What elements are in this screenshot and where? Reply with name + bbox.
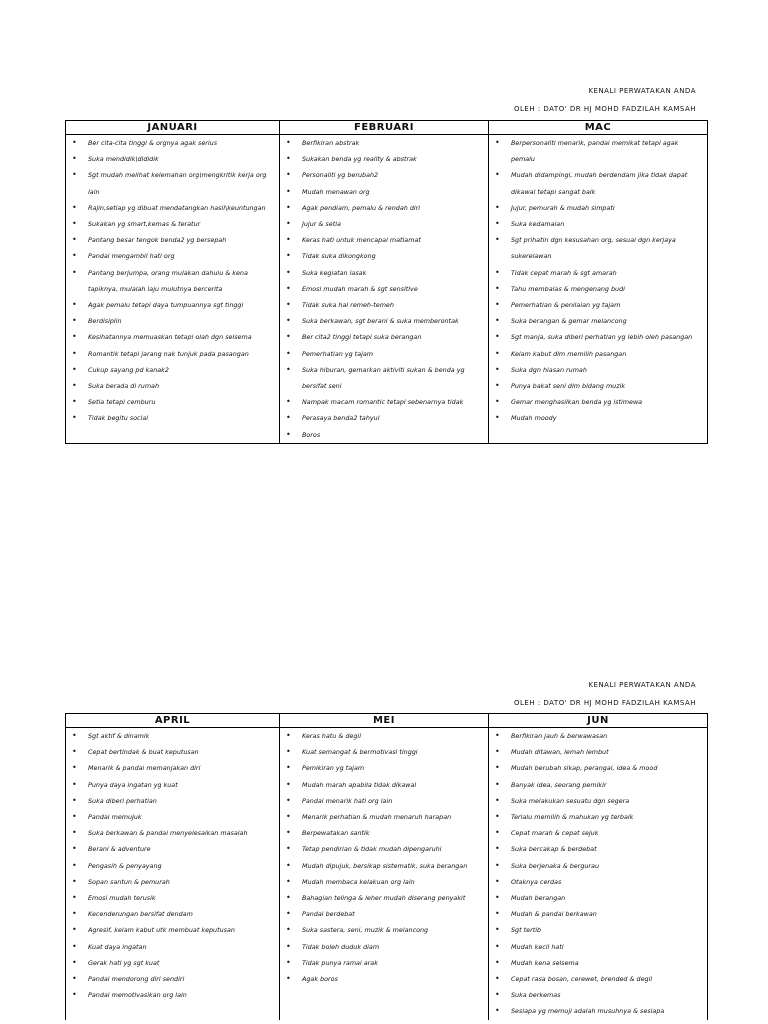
trait-item: • Mudah moody (511, 410, 703, 426)
trait-item: • Gerak hati yg sgt kuat (88, 955, 275, 971)
page2-header-title: KENALI PERWATAKAN ANDA (588, 681, 696, 689)
trait-item: • Kuat semangat & bermotivasi tinggi (302, 744, 484, 760)
trait-item: • Cukup sayang pd kanak2 (88, 362, 275, 378)
trait-item: • Pantang berjumpa, orang mulakan dahulu & kena tapiknya, mulalah laju mulutnya bercerita (88, 265, 275, 297)
trait-item: • Kuat daya ingatan (88, 939, 275, 955)
trait-item: • Mudah menawan org (302, 184, 484, 200)
trait-item: • Pandai mengambil hati org (88, 248, 275, 264)
trait-item: • Banyak idea, seorang pemikir (511, 777, 703, 793)
trait-item: • Menarik & pandai memanjakan diri (88, 760, 275, 776)
trait-item: • Perasaya benda2 tahyul (302, 410, 484, 426)
trait-item: • Suka bercakap & berdebat (511, 841, 703, 857)
trait-item: • Keras hati untuk mencapai matlamat (302, 232, 484, 248)
trait-item: • Punya bakat seni dlm bidang muzik (511, 378, 703, 394)
trait-item: • Berfikiran abstrak (302, 135, 484, 151)
page2-header-author: OLEH : DATO' DR HJ MOHD FADZILAH KAMSAH (514, 699, 696, 707)
trait-item: • Emosi mudah marah & sgt sensitive (302, 281, 484, 297)
trait-item: • Agak boros (302, 971, 484, 987)
trait-item: • Mudah berubah sikap, perangai, idea & mood (511, 760, 703, 776)
trait-item: • Berdisiplin (88, 313, 275, 329)
trait-item: • Sukakan benda yg reality & abstrak (302, 151, 484, 167)
trait-item: • Mudah berangan (511, 890, 703, 906)
trait-item: • Tidak suka hal remeh-temeh (302, 297, 484, 313)
trait-item: • Sukakan yg smart,kemas & teratur (88, 216, 275, 232)
trait-item: • Sopan santun & pemurah (88, 874, 275, 890)
month-header-april: APRIL (66, 714, 280, 728)
trait-item: • Bahagian telinga & leher mudah diserang penyakit (302, 890, 484, 906)
month-header-februari: FEBRUARI (280, 121, 489, 135)
trait-item: • Mudah membaca kelakuan org lain (302, 874, 484, 890)
trait-item: • Suka mendidik\dididik (88, 151, 275, 167)
trait-item: • Cepat marah & cepat sejuk (511, 825, 703, 841)
trait-item: • Nampak macam romantic tetapi sebenarnya tidak (302, 394, 484, 410)
trait-item: • Pengasih & penyayang (88, 858, 275, 874)
trait-item: • Berfikiran jauh & berwawasan (511, 728, 703, 744)
trait-item: • Mudah dipujuk, bersikap sistematik, suka berangan (302, 858, 484, 874)
page1-header-author: OLEH : DATO' DR HJ MOHD FADZILAH KAMSAH (514, 105, 696, 113)
trait-item: • Suka berkawan, sgt berani & suka memberontak (302, 313, 484, 329)
trait-item: • Cepat bertindak & buat keputusan (88, 744, 275, 760)
trait-item: • Pemerhatian & penilaian yg tajam (511, 297, 703, 313)
month-header-jun: JUN (489, 714, 708, 728)
trait-item: • Terlalu memilih & mahukan yg terbaik (511, 809, 703, 825)
trait-item: • Suka melakukan sesuatu dgn segera (511, 793, 703, 809)
trait-item: • Pemerhatian yg tajam (302, 346, 484, 362)
trait-item: • Tidak boleh duduk diam (302, 939, 484, 955)
trait-item: • Kelam kabut dlm memilih pasangan (511, 346, 703, 362)
trait-item: • Personaliti yg berubah2 (302, 167, 484, 183)
trait-item: • Boros (302, 427, 484, 443)
trait-item: • Pandai menarik hati org lain (302, 793, 484, 809)
trait-item: • Romantik tetapi jarang nak tunjuk pada pasangan (88, 346, 275, 362)
trait-item: • Agak pemalu tetapi daya tumpuannya sgt tinggi (88, 297, 275, 313)
trait-item: • Tetap pendirian & tidak mudah dipengaruhi (302, 841, 484, 857)
trait-item: • Kesihatannya memuaskan tetapi olah dgn selsema (88, 329, 275, 345)
trait-item: • Sgt aktif & dinamik (88, 728, 275, 744)
trait-item: • Berpewatakan santik (302, 825, 484, 841)
trait-item: • Pemikiran yg tajam (302, 760, 484, 776)
trait-item: • Jujur & setia (302, 216, 484, 232)
trait-item: • Suka diberi perhatian (88, 793, 275, 809)
trait-item: • Punya daya ingatan yg kuat (88, 777, 275, 793)
trait-item: • Sgt tertib (511, 922, 703, 938)
column-januari (66, 135, 280, 444)
trait-item: • Pandai memujuk (88, 809, 275, 825)
trait-item: • Suka kedamaian (511, 216, 703, 232)
trait-item: • Keras hatu & degil (302, 728, 484, 744)
trait-item: • Ber cita-cita tinggi & orgnya agak serius (88, 135, 275, 151)
trait-item: • Emosi mudah terusik (88, 890, 275, 906)
trait-item: • Mudah kena selsema (511, 955, 703, 971)
column-jun (489, 728, 708, 1020)
trait-item: • Pandai mendorong diri sendiri (88, 971, 275, 987)
trait-item: • Berani & adventure (88, 841, 275, 857)
trait-item: • Tidak suka dikongkong (302, 248, 484, 264)
trait-item: • Suka berkawan & pandai menyelesaikan masalah (88, 825, 275, 841)
trait-item: • Pandai memotivasikan org lain (88, 987, 275, 1003)
trait-item: • Tidak begitu social (88, 410, 275, 426)
trait-item: • Sgt prihatin dgn kesusahan org, sesuai dgn kerjaya sukerelawan (511, 232, 703, 264)
month-header-januari: JANUARI (66, 121, 280, 135)
page1-header-title: KENALI PERWATAKAN ANDA (588, 87, 696, 95)
column-februari (280, 135, 489, 444)
page1-header (514, 88, 696, 124)
trait-item: • Mudah ditawan, lemah lembut (511, 744, 703, 760)
trait-item: • Suka kegiatan lasak (302, 265, 484, 281)
trait-item: • Kecenderungan bersifat dendam (88, 906, 275, 922)
trait-item: • Agresif, kelam kabut utk membuat keputusan (88, 922, 275, 938)
column-mac (489, 135, 708, 444)
trait-item: • Suka berada di rumah (88, 378, 275, 394)
trait-item: • Jujur, pemurah & mudah simpati (511, 200, 703, 216)
page2-table (65, 713, 708, 1020)
trait-item: • Sgt mudah melihat kelemahan org\mengkritik kerja org lain (88, 167, 275, 199)
trait-item: • Mudah & pandai berkawan (511, 906, 703, 922)
trait-item: • Gemar menghasilkan benda yg istimewa (511, 394, 703, 410)
trait-item: • Suka berkemas (511, 987, 703, 1003)
trait-item: • Suka sastera, seni, muzik & melancong (302, 922, 484, 938)
month-header-mei: MEI (280, 714, 489, 728)
trait-item: • Suka berjenaka & bergurau (511, 858, 703, 874)
column-april (66, 728, 280, 1020)
trait-item: • Agak pendiam, pemalu & rendah diri (302, 200, 484, 216)
trait-item: • Tidak punya ramai arak (302, 955, 484, 971)
trait-item: • Pandai berdebat (302, 906, 484, 922)
trait-item: • Cepat rasa bosan, cerewet, brended & degil (511, 971, 703, 987)
trait-item: • Suka dgn hiasan rumah (511, 362, 703, 378)
trait-item: • Setia tetapi cemburu (88, 394, 275, 410)
trait-item: • Tahu membalas & mengenang budi (511, 281, 703, 297)
trait-item: • Suka hiburan, gemarkan aktiviti sukan & benda yg bersifat seni (302, 362, 484, 394)
trait-item: • Sesiapa yg memuji adalah musuhnya & sesiapa (511, 1003, 703, 1019)
trait-item: • Otaknya cerdas (511, 874, 703, 890)
trait-item: • Sgt manja, suka diberi perhatian yg lebih oleh pasangan (511, 329, 703, 345)
trait-item: • Berpersonaliti menarik, pandai memikat tetapi agak pemalu (511, 135, 703, 167)
trait-item: • Tidak cepat marah & sgt amarah (511, 265, 703, 281)
trait-item: • Menarik perhatian & mudah menaruh harapan (302, 809, 484, 825)
trait-item: • Mudah marah apabila tidak dikawal (302, 777, 484, 793)
trait-item: • Ber cita2 tinggi tetapi suka berangan (302, 329, 484, 345)
trait-item: • Mudah kecil hati (511, 939, 703, 955)
trait-item: • Suka berangan & gemar melancong (511, 313, 703, 329)
month-header-mac: MAC (489, 121, 708, 135)
trait-item: • Rajin,setiap yg dibuat mendatangkan hasil\keuntungan (88, 200, 275, 216)
page1-table (65, 120, 708, 444)
trait-item: • Mudah didampingi, mudah berdendam jika tidak dapat dikawal tetapi sangat baik (511, 167, 703, 199)
trait-item: • Pantang besar tengok benda2 yg bersepah (88, 232, 275, 248)
column-mei (280, 728, 489, 1020)
